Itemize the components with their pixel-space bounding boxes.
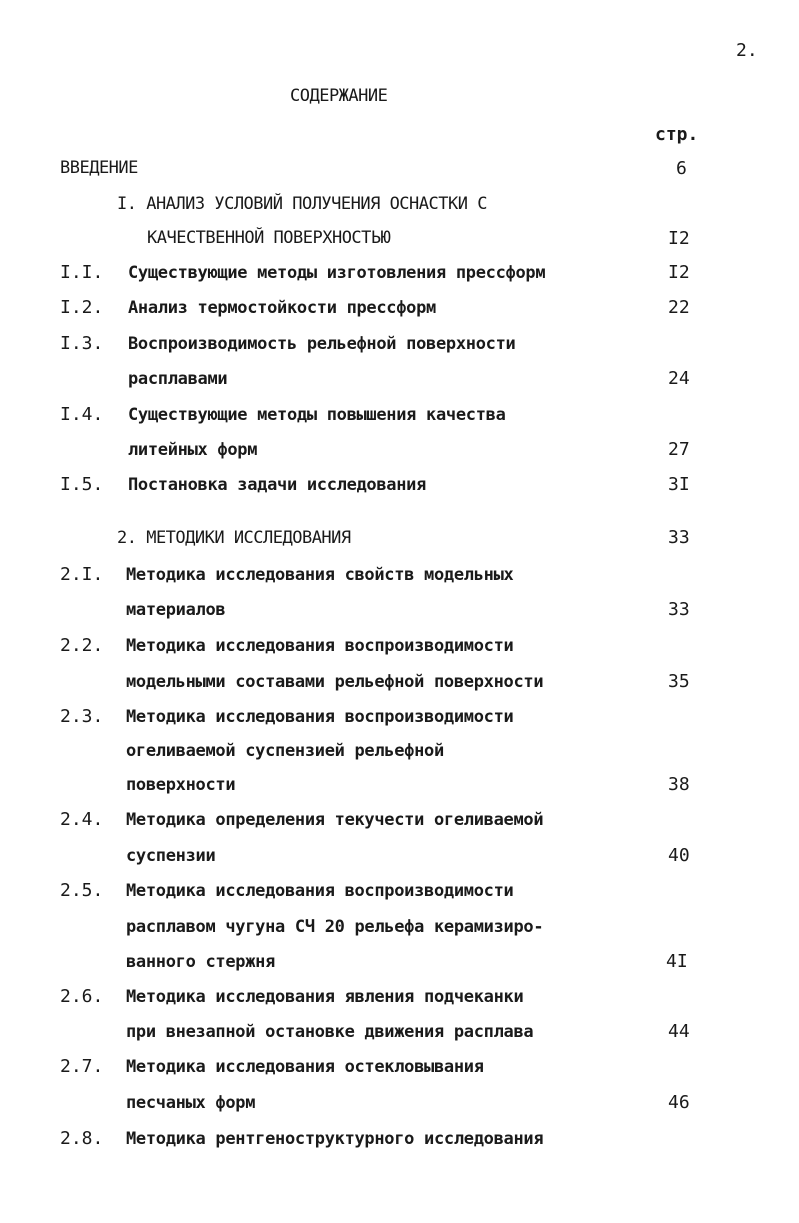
chapter-title-line1: I. АНАЛИЗ УСЛОВИЙ ПОЛУЧЕНИЯ ОСНАСТКИ С — [117, 194, 487, 214]
section-number: 2.5. — [60, 880, 104, 901]
section-title-line2: при внезапной остановке движения расплава — [126, 1022, 534, 1042]
section-number: 2.2. — [60, 635, 104, 656]
section-title-line2: материалов — [126, 600, 226, 620]
toc-entry-page: 46 — [668, 1092, 690, 1113]
section-title-line2: песчаных форм — [126, 1093, 256, 1113]
section-title-line1: Методика исследования свойств модельных — [126, 565, 514, 585]
toc-entry-page: 6 — [676, 158, 687, 179]
section-title-line1: Методика исследования остекловывания — [126, 1057, 484, 1077]
section-title-line2: литейных форм — [128, 440, 258, 460]
section-title-line1: Методика исследования воспроизводимости — [126, 636, 514, 656]
toc-entry-page: 33 — [668, 599, 690, 620]
section-title-line3: поверхности — [126, 775, 236, 795]
section-title-line3: ванного стержня — [126, 952, 276, 972]
toc-entry-page: 44 — [668, 1021, 690, 1042]
section-number: 2.I. — [60, 564, 104, 585]
chapter-title-line2: КАЧЕСТВЕННОЙ ПОВЕРХНОСТЬЮ — [147, 228, 391, 248]
toc-entry-page: 24 — [668, 368, 690, 389]
section-number: I.2. — [60, 297, 104, 318]
section-title-line2: суспензии — [126, 846, 216, 866]
section-title-line2: модельными составами рельефной поверхности — [126, 672, 544, 692]
section-title-line1: Воспроизводимость рельефной поверхности — [128, 334, 516, 354]
section-number: 2.3. — [60, 706, 104, 727]
toc-entry-page: 4I — [666, 951, 688, 972]
toc-entry-label: ВВЕДЕНИЕ — [60, 158, 138, 178]
section-title-line1: Методика исследования явления подчеканки — [126, 987, 524, 1007]
section-number: 2.7. — [60, 1056, 104, 1077]
toc-entry-page: I2 — [668, 262, 690, 283]
section-title: Постановка задачи исследования — [128, 475, 427, 495]
section-title-line1: Методика исследования воспроизводимости — [126, 881, 514, 901]
toc-entry-page: 27 — [668, 439, 690, 460]
section-number: I.5. — [60, 474, 104, 495]
toc-entry-page: 35 — [668, 671, 690, 692]
section-title-line1: Методика рентгеноструктурного исследования — [126, 1129, 544, 1149]
toc-entry-page: I2 — [668, 228, 690, 249]
toc-entry-page: 22 — [668, 297, 690, 318]
section-title-line2: расплавами — [128, 369, 228, 389]
section-number: I.4. — [60, 404, 104, 425]
pages-column-header: стр. — [655, 124, 699, 145]
section-title: Анализ термостойкости прессформ — [128, 298, 436, 318]
page-title: СОДЕРЖАНИЕ — [290, 86, 388, 106]
section-number: 2.8. — [60, 1128, 104, 1149]
page-number: 2. — [736, 40, 758, 61]
section-title-line2: огеливаемой суспензией рельефной — [126, 741, 444, 761]
section-title-line1: Методика определения текучести огеливаемой — [126, 810, 544, 830]
section-title-line1: Существующие методы повышения качества — [128, 405, 506, 425]
toc-entry-page: 3I — [668, 474, 690, 495]
toc-entry-page: 40 — [668, 845, 690, 866]
section-number: 2.6. — [60, 986, 104, 1007]
section-number: I.I. — [60, 262, 104, 283]
section-title-line2: расплавом чугуна СЧ 20 рельефа керамизиро- — [126, 917, 544, 937]
section-number: I.3. — [60, 333, 104, 354]
section-title-line1: Методика исследования воспроизводимости — [126, 707, 514, 727]
section-title: Существующие методы изготовления прессформ — [128, 263, 546, 283]
toc-entry-page: 33 — [668, 527, 690, 548]
toc-entry-page: 38 — [668, 774, 690, 795]
chapter-title: 2. МЕТОДИКИ ИССЛЕДОВАНИЯ — [117, 528, 351, 548]
section-number: 2.4. — [60, 809, 104, 830]
